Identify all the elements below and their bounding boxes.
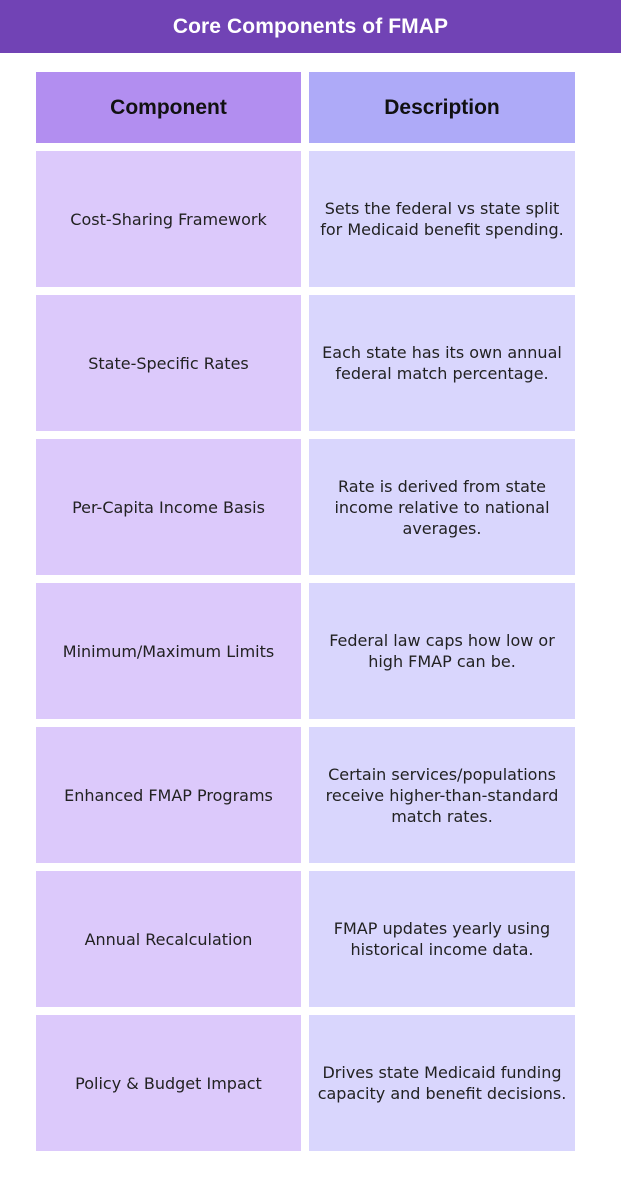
component-cell: Enhanced FMAP Programs [36,727,301,863]
page-title: Core Components of FMAP [172,14,449,38]
component-cell: Annual Recalculation [36,871,301,1007]
table-row [36,151,575,287]
description-cell: Federal law caps how low or high FMAP can be. [309,583,575,719]
description-cell: Certain services/populations receive higher-than-standard match rates. [309,727,575,863]
description-cell: Each state has its own annual federal match percentage. [309,295,575,431]
table-row [36,727,575,863]
header-description: Description [309,72,575,143]
component-cell: Minimum/Maximum Limits [36,583,301,719]
table-header-row [36,72,575,143]
header-component: Component [36,72,301,143]
table-row [36,439,575,575]
table-row [36,583,575,719]
component-cell: Per-Capita Income Basis [36,439,301,575]
table-row [36,871,575,1007]
description-cell: Rate is derived from state income relative to national averages. [309,439,575,575]
component-cell: Policy & Budget Impact [36,1015,301,1151]
table-row [36,295,575,431]
components-table [36,72,575,1159]
table-row [36,1015,575,1151]
title-banner [0,0,621,53]
component-cell: Cost-Sharing Framework [36,151,301,287]
description-cell: Drives state Medicaid funding capacity and benefit decisions. [309,1015,575,1151]
description-cell: Sets the federal vs state split for Medicaid benefit spending. [309,151,575,287]
component-cell: State-Specific Rates [36,295,301,431]
description-cell: FMAP updates yearly using historical income data. [309,871,575,1007]
